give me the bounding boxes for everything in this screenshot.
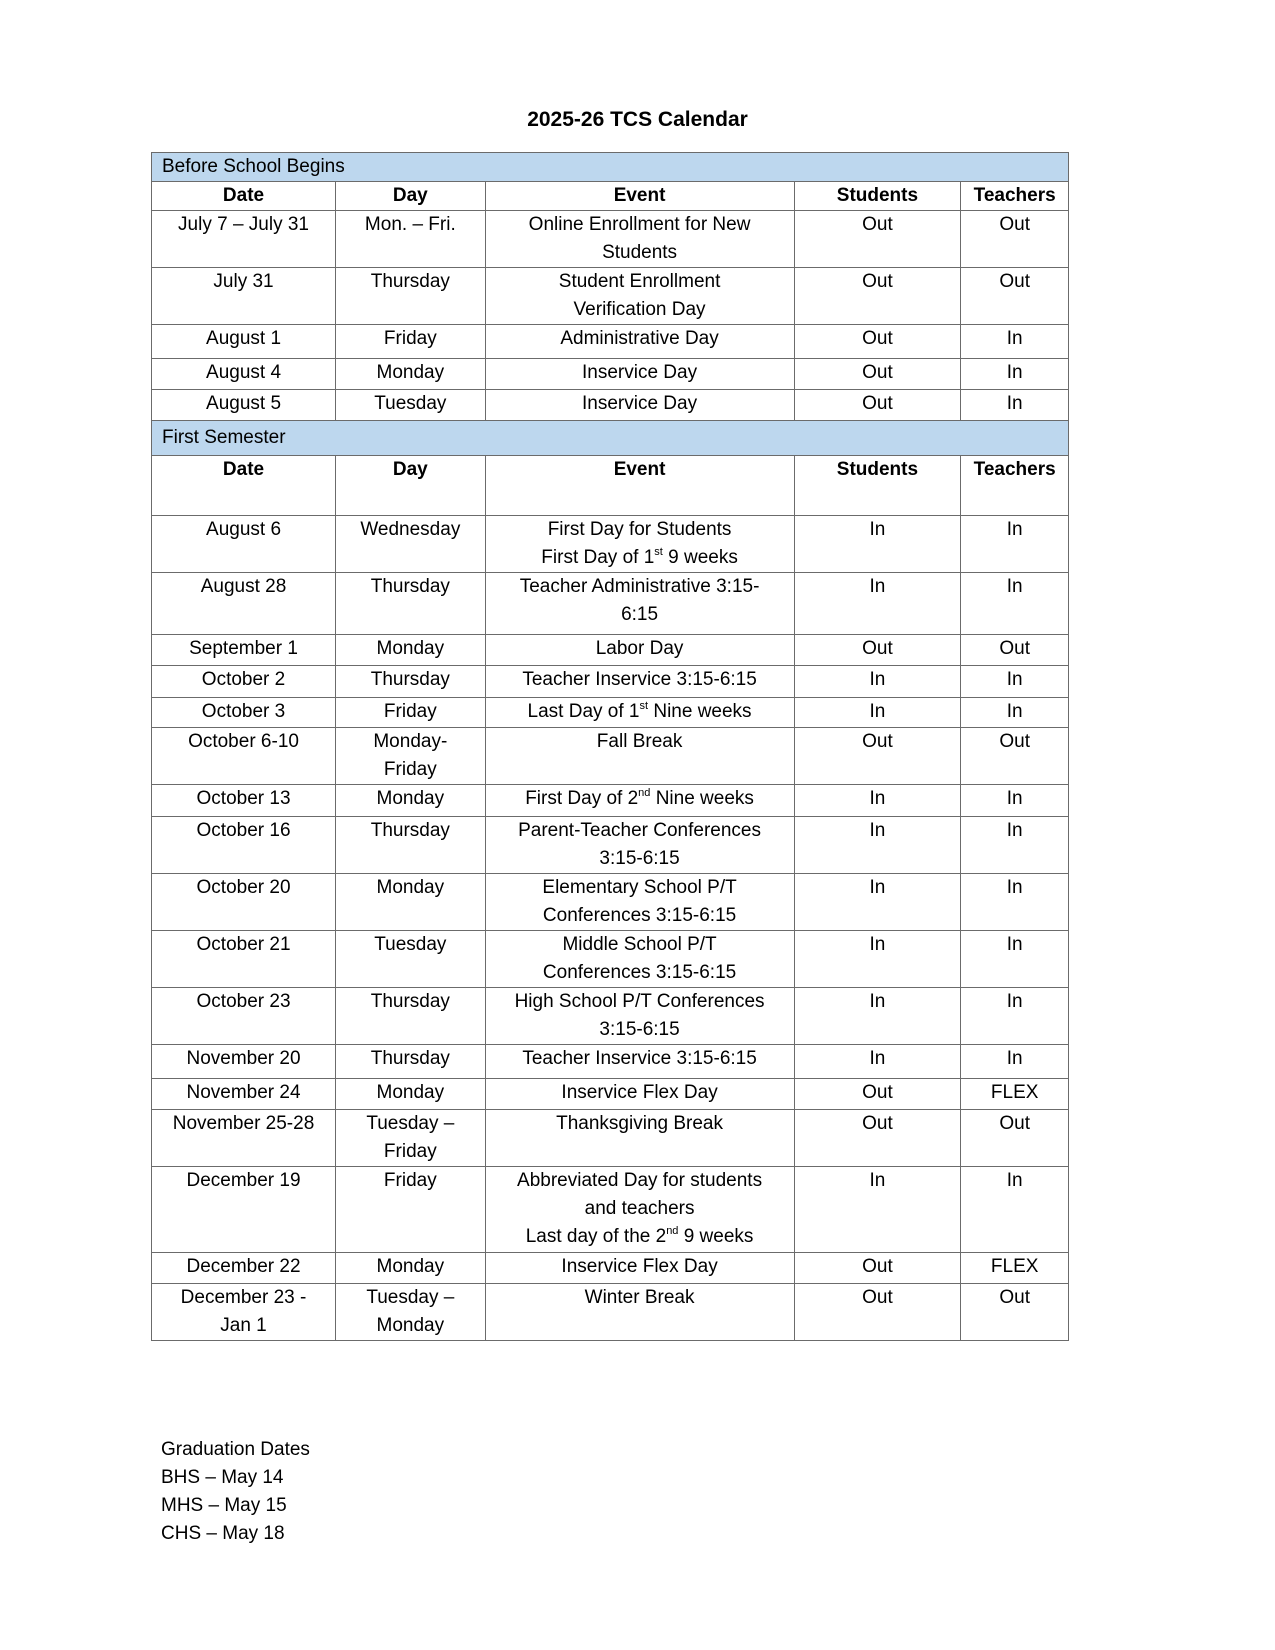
table-row bbox=[152, 635, 1069, 666]
event-line: 3:15-6:15 bbox=[599, 848, 680, 869]
teachers-cell: In bbox=[961, 874, 1069, 931]
day-cell: Monday bbox=[336, 635, 486, 666]
event-line: and teachers bbox=[584, 1198, 695, 1219]
ordinal-suffix: nd bbox=[666, 1225, 679, 1237]
students-cell: In bbox=[794, 516, 961, 573]
section-header-row bbox=[152, 421, 1069, 456]
students-cell: In bbox=[794, 785, 961, 817]
date-cell: October 21 bbox=[152, 931, 336, 988]
date-cell: December 19 bbox=[152, 1167, 336, 1253]
teachers-cell: In bbox=[961, 1045, 1069, 1079]
event-line: Students bbox=[602, 242, 678, 263]
date-cell: December 22 bbox=[152, 1253, 336, 1284]
date-cell: November 24 bbox=[152, 1079, 336, 1110]
students-cell: Out bbox=[794, 1284, 961, 1341]
teachers-cell: FLEX bbox=[961, 1079, 1069, 1110]
event-line: 3:15-6:15 bbox=[599, 1019, 680, 1040]
students-cell: Out bbox=[794, 390, 961, 421]
students-cell: In bbox=[794, 931, 961, 988]
date-cell: October 6-10 bbox=[152, 728, 336, 785]
ordinal-suffix: st bbox=[654, 546, 663, 558]
students-cell: In bbox=[794, 698, 961, 728]
teachers-cell: In bbox=[961, 931, 1069, 988]
teachers-cell: In bbox=[961, 516, 1069, 573]
table-row bbox=[152, 268, 1069, 325]
column-header-teachers: Teachers bbox=[961, 182, 1069, 211]
page-title: 2025-26 TCS Calendar bbox=[527, 108, 748, 131]
teachers-cell: Out bbox=[961, 268, 1069, 325]
day-cell: Monday bbox=[336, 1253, 486, 1284]
students-cell: Out bbox=[794, 359, 961, 390]
students-cell: Out bbox=[794, 211, 961, 268]
table-row bbox=[152, 817, 1069, 874]
event-line: Last day of the 2nd 9 weeks bbox=[525, 1225, 754, 1247]
students-cell: Out bbox=[794, 635, 961, 666]
table-row bbox=[152, 516, 1069, 573]
date-cell: August 5 bbox=[152, 390, 336, 421]
table-row bbox=[152, 874, 1069, 931]
date-cell: September 1 bbox=[152, 635, 336, 666]
date-cell: November 20 bbox=[152, 1045, 336, 1079]
event-cell bbox=[485, 359, 794, 390]
teachers-cell: Out bbox=[961, 1110, 1069, 1167]
teachers-cell: In bbox=[961, 988, 1069, 1045]
teachers-cell: In bbox=[961, 573, 1069, 635]
table-row bbox=[152, 1045, 1069, 1079]
event-cell bbox=[485, 1079, 794, 1110]
event-cell bbox=[485, 635, 794, 666]
event-cell bbox=[485, 390, 794, 421]
table-row bbox=[152, 666, 1069, 698]
graduation-item: BHS – May 14 bbox=[161, 1467, 284, 1488]
students-cell: Out bbox=[794, 268, 961, 325]
calendar-table bbox=[151, 152, 1069, 1341]
event-cell bbox=[485, 1110, 794, 1167]
event-cell bbox=[485, 211, 794, 268]
event-line: First Day for Students bbox=[547, 519, 732, 540]
table-row bbox=[152, 325, 1069, 359]
date-cell: December 23 - Jan 1 bbox=[152, 1284, 336, 1341]
day-cell: Tuesday bbox=[336, 390, 486, 421]
day-cell: Monday bbox=[336, 785, 486, 817]
teachers-cell: In bbox=[961, 698, 1069, 728]
teachers-cell: In bbox=[961, 359, 1069, 390]
table-row bbox=[152, 931, 1069, 988]
event-line: Labor Day bbox=[595, 638, 684, 659]
teachers-cell: Out bbox=[961, 635, 1069, 666]
day-cell: Tuesday – Friday bbox=[336, 1110, 486, 1167]
date-cell: October 23 bbox=[152, 988, 336, 1045]
section-title: First Semester bbox=[152, 421, 1069, 456]
event-line: Teacher Inservice 3:15-6:15 bbox=[522, 1048, 757, 1069]
day-cell: Wednesday bbox=[336, 516, 486, 573]
day-cell: Friday bbox=[336, 1167, 486, 1253]
event-cell bbox=[485, 1045, 794, 1079]
table-row bbox=[152, 728, 1069, 785]
date-cell: November 25-28 bbox=[152, 1110, 336, 1167]
teachers-cell: In bbox=[961, 666, 1069, 698]
day-cell: Mon. – Fri. bbox=[336, 211, 486, 268]
column-header-date: Date bbox=[152, 182, 336, 211]
event-cell bbox=[485, 268, 794, 325]
table-row bbox=[152, 1253, 1069, 1284]
teachers-cell: In bbox=[961, 817, 1069, 874]
day-cell: Thursday bbox=[336, 1045, 486, 1079]
students-cell: In bbox=[794, 666, 961, 698]
students-cell: In bbox=[794, 817, 961, 874]
students-cell: Out bbox=[794, 1110, 961, 1167]
students-cell: In bbox=[794, 874, 961, 931]
event-line: Parent-Teacher Conferences bbox=[518, 820, 762, 841]
column-header-event: Event bbox=[485, 182, 794, 211]
graduation-item: CHS – May 18 bbox=[161, 1523, 285, 1544]
table-row bbox=[152, 1284, 1069, 1341]
event-cell bbox=[485, 1284, 794, 1341]
event-cell bbox=[485, 817, 794, 874]
day-cell: Thursday bbox=[336, 817, 486, 874]
column-header-teachers: Teachers bbox=[961, 456, 1069, 516]
table-row bbox=[152, 211, 1069, 268]
day-cell: Tuesday – Monday bbox=[336, 1284, 486, 1341]
section-title: Before School Begins bbox=[152, 153, 1069, 182]
table-row bbox=[152, 359, 1069, 390]
date-cell: July 7 – July 31 bbox=[152, 211, 336, 268]
event-cell bbox=[485, 988, 794, 1045]
table-row bbox=[152, 390, 1069, 421]
column-header-students: Students bbox=[794, 456, 961, 516]
event-line: Conferences 3:15-6:15 bbox=[542, 905, 737, 926]
event-cell bbox=[485, 1253, 794, 1284]
date-cell: August 6 bbox=[152, 516, 336, 573]
event-line: Last Day of 1st Nine weeks bbox=[527, 700, 752, 722]
event-line: Conferences 3:15-6:15 bbox=[542, 962, 737, 983]
event-line: Thanksgiving Break bbox=[556, 1113, 723, 1134]
column-header-day: Day bbox=[336, 182, 486, 211]
event-cell bbox=[485, 325, 794, 359]
table-row bbox=[152, 1079, 1069, 1110]
event-cell bbox=[485, 1167, 794, 1253]
date-cell: October 16 bbox=[152, 817, 336, 874]
event-line: Teacher Administrative 3:15- bbox=[519, 576, 760, 597]
event-line: Abbreviated Day for students bbox=[517, 1170, 763, 1191]
graduation-item: MHS – May 15 bbox=[161, 1495, 287, 1516]
students-cell: In bbox=[794, 988, 961, 1045]
column-header-row bbox=[152, 456, 1069, 516]
event-cell bbox=[485, 785, 794, 817]
day-cell: Thursday bbox=[336, 666, 486, 698]
table-row bbox=[152, 988, 1069, 1045]
day-cell: Thursday bbox=[336, 573, 486, 635]
event-line: Fall Break bbox=[596, 731, 683, 752]
teachers-cell: Out bbox=[961, 211, 1069, 268]
day-cell: Monday bbox=[336, 359, 486, 390]
day-cell: Thursday bbox=[336, 988, 486, 1045]
table-row bbox=[152, 1167, 1069, 1253]
teachers-cell: Out bbox=[961, 728, 1069, 785]
students-cell: Out bbox=[794, 1079, 961, 1110]
students-cell: In bbox=[794, 1167, 961, 1253]
day-cell: Thursday bbox=[336, 268, 486, 325]
students-cell: Out bbox=[794, 1253, 961, 1284]
column-header-students: Students bbox=[794, 182, 961, 211]
event-cell bbox=[485, 516, 794, 573]
table-row bbox=[152, 1110, 1069, 1167]
students-cell: In bbox=[794, 573, 961, 635]
column-header-day: Day bbox=[336, 456, 486, 516]
event-cell bbox=[485, 698, 794, 728]
event-line: High School P/T Conferences bbox=[514, 991, 765, 1012]
event-line: Middle School P/T bbox=[562, 934, 717, 955]
event-line: Verification Day bbox=[573, 299, 706, 320]
date-cell: October 13 bbox=[152, 785, 336, 817]
event-line: Elementary School P/T bbox=[542, 877, 737, 898]
students-cell: In bbox=[794, 1045, 961, 1079]
event-cell bbox=[485, 931, 794, 988]
event-line: Inservice Flex Day bbox=[561, 1256, 718, 1277]
date-cell: August 1 bbox=[152, 325, 336, 359]
section-header-row bbox=[152, 153, 1069, 182]
day-cell: Friday bbox=[336, 325, 486, 359]
teachers-cell: FLEX bbox=[961, 1253, 1069, 1284]
event-cell bbox=[485, 573, 794, 635]
event-line: Administrative Day bbox=[560, 328, 719, 349]
column-header-date: Date bbox=[152, 456, 336, 516]
date-cell: October 3 bbox=[152, 698, 336, 728]
date-cell: October 20 bbox=[152, 874, 336, 931]
event-line: First Day of 1st 9 weeks bbox=[541, 546, 738, 568]
students-cell: Out bbox=[794, 325, 961, 359]
ordinal-suffix: st bbox=[639, 700, 649, 712]
table-row bbox=[152, 573, 1069, 635]
event-line: Student Enrollment bbox=[558, 271, 721, 292]
event-cell bbox=[485, 666, 794, 698]
column-header-event: Event bbox=[485, 456, 794, 516]
graduation-heading: Graduation Dates bbox=[161, 1439, 310, 1460]
graduation-dates bbox=[161, 1436, 310, 1548]
students-cell: Out bbox=[794, 728, 961, 785]
teachers-cell: In bbox=[961, 785, 1069, 817]
teachers-cell: Out bbox=[961, 1284, 1069, 1341]
date-cell: August 4 bbox=[152, 359, 336, 390]
day-cell: Monday- Friday bbox=[336, 728, 486, 785]
column-header-row bbox=[152, 182, 1069, 211]
date-cell: August 28 bbox=[152, 573, 336, 635]
event-line: Inservice Day bbox=[582, 362, 698, 383]
event-line: First Day of 2nd Nine weeks bbox=[525, 787, 754, 809]
day-cell: Monday bbox=[336, 874, 486, 931]
teachers-cell: In bbox=[961, 1167, 1069, 1253]
date-cell: July 31 bbox=[152, 268, 336, 325]
day-cell: Monday bbox=[336, 1079, 486, 1110]
event-line: Inservice Day bbox=[582, 393, 698, 414]
event-cell bbox=[485, 874, 794, 931]
day-cell: Tuesday bbox=[336, 931, 486, 988]
event-line: Teacher Inservice 3:15-6:15 bbox=[522, 669, 757, 690]
event-line: Online Enrollment for New bbox=[528, 214, 751, 235]
table-row bbox=[152, 698, 1069, 728]
event-line: 6:15 bbox=[621, 604, 659, 625]
event-line: Winter Break bbox=[584, 1287, 695, 1308]
table-row bbox=[152, 785, 1069, 817]
ordinal-suffix: nd bbox=[638, 787, 651, 799]
date-cell: October 2 bbox=[152, 666, 336, 698]
day-cell: Friday bbox=[336, 698, 486, 728]
event-line: Inservice Flex Day bbox=[561, 1082, 718, 1103]
teachers-cell: In bbox=[961, 325, 1069, 359]
event-cell bbox=[485, 728, 794, 785]
teachers-cell: In bbox=[961, 390, 1069, 421]
